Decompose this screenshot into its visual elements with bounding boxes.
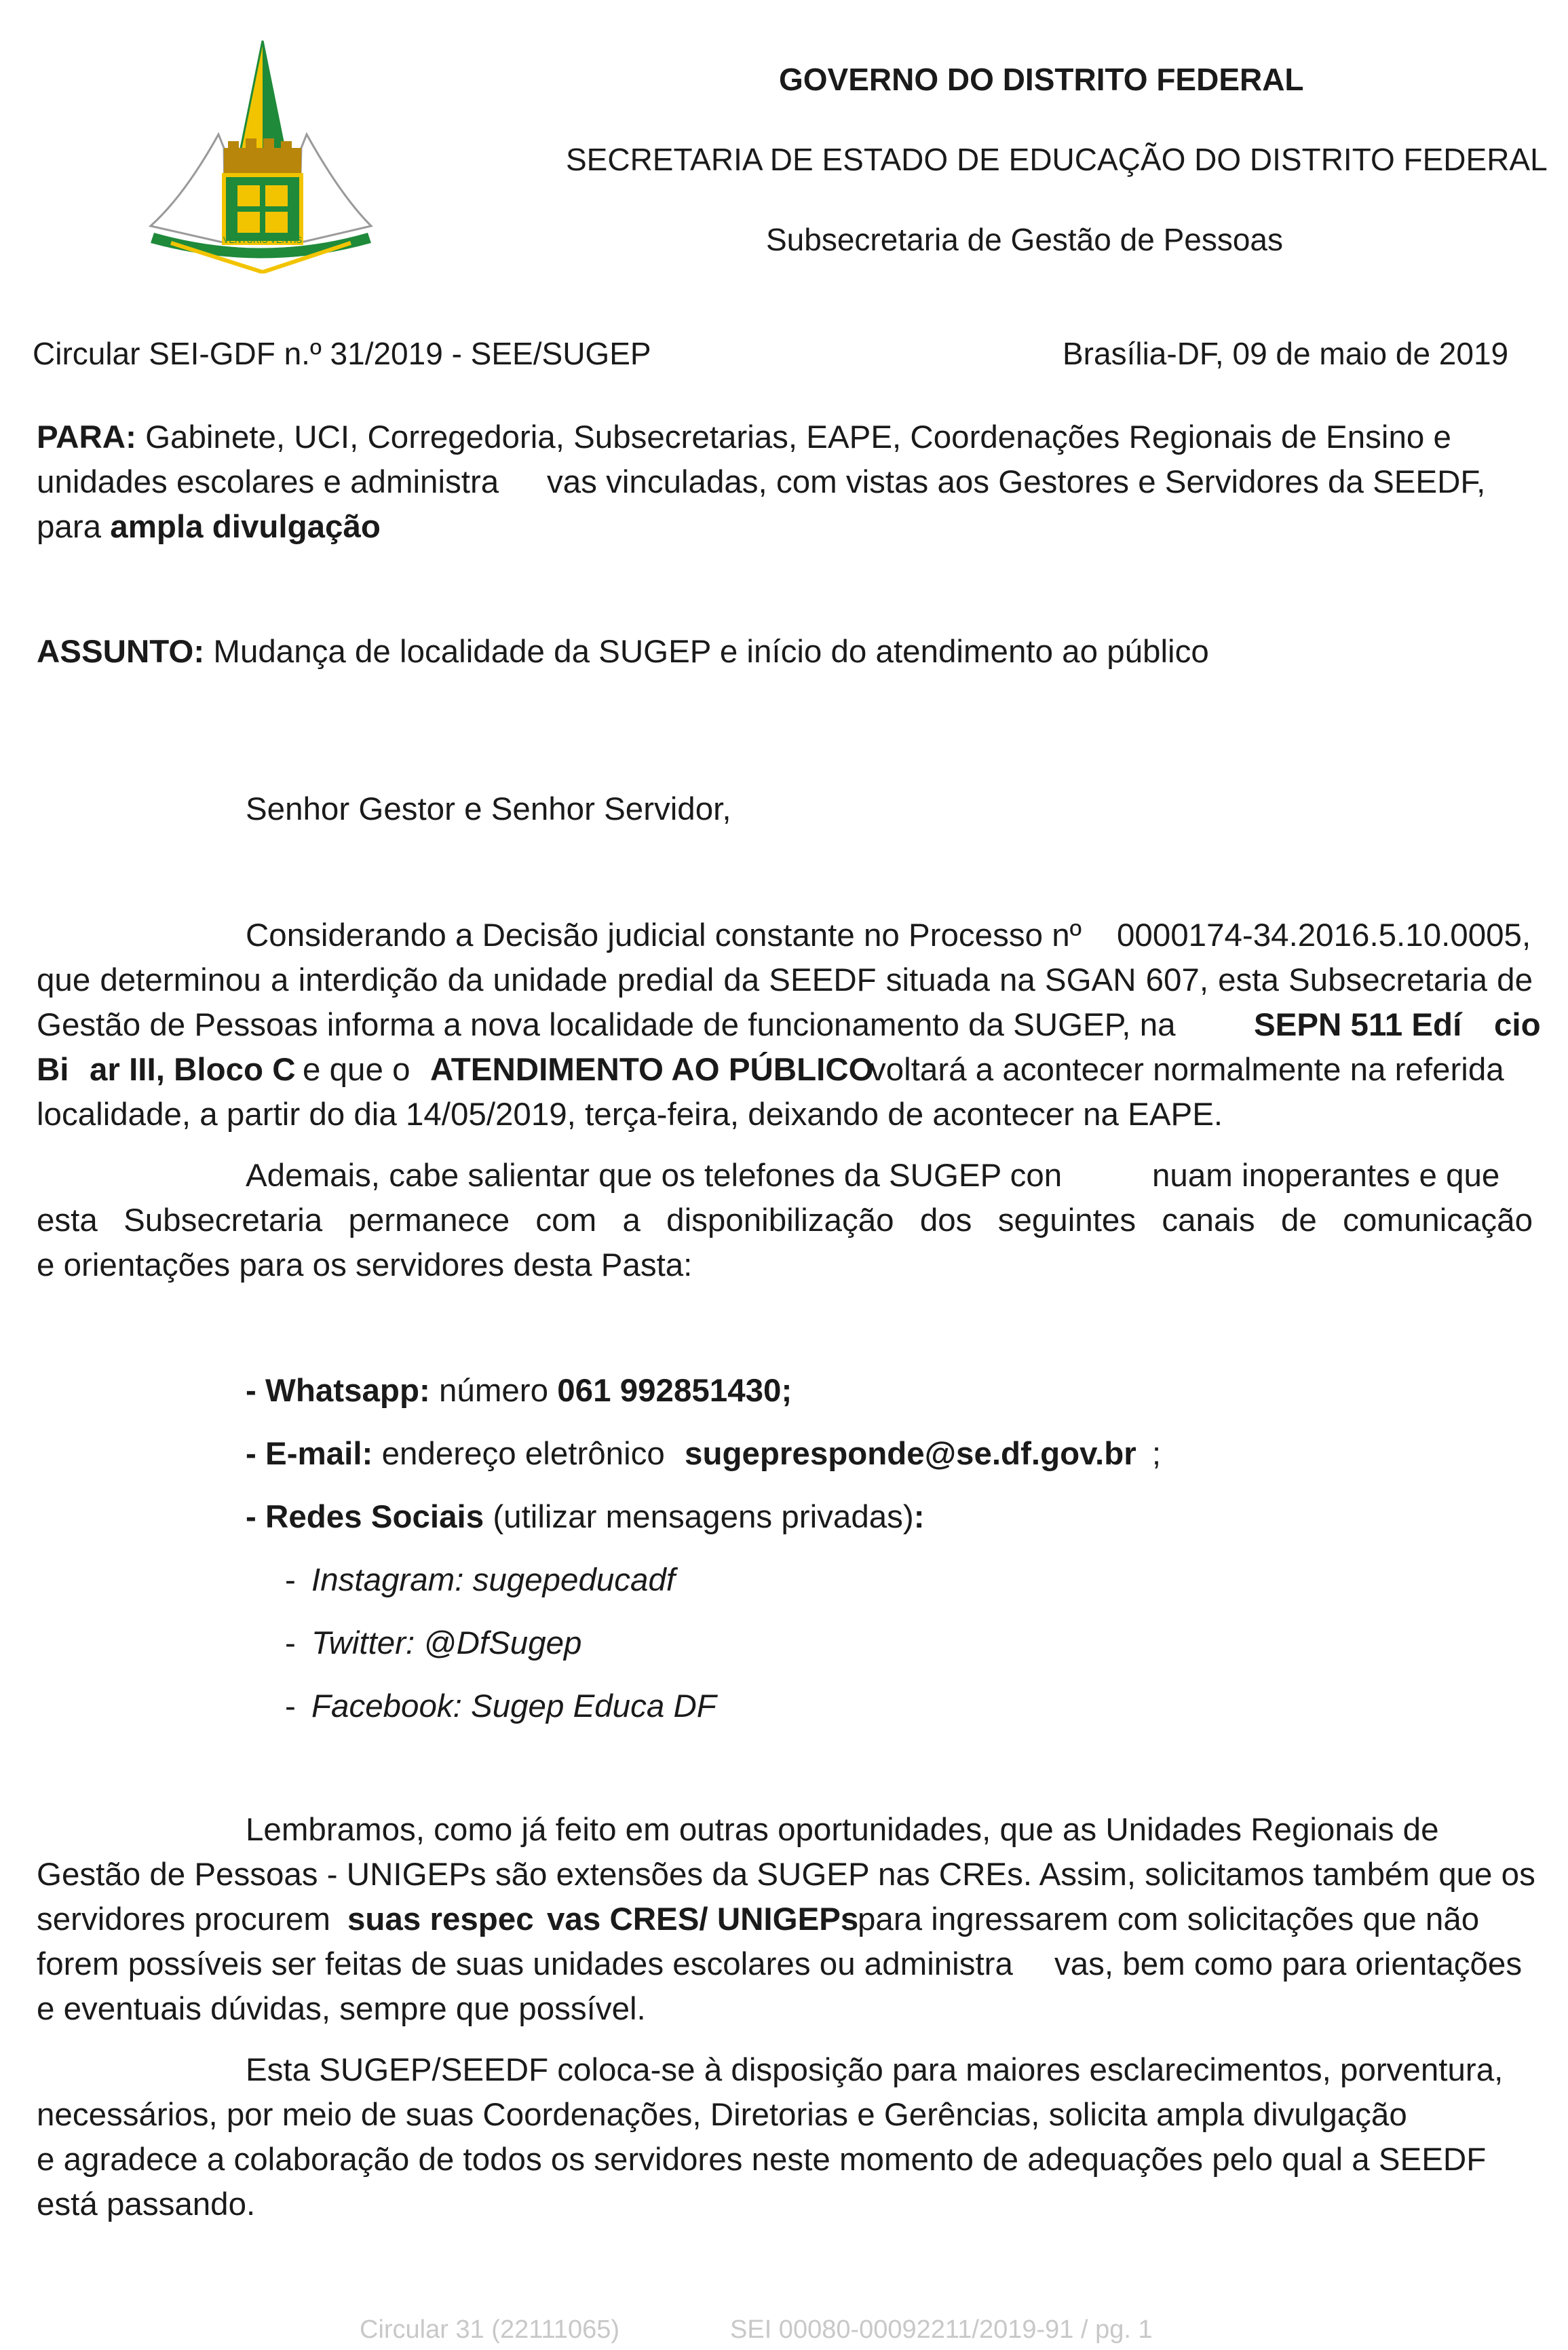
subject-line (37, 630, 1209, 675)
p1-line-1 (246, 913, 1082, 958)
channel-email (246, 1432, 1161, 1477)
recipients-text-2b: vas vinculadas, com vistas aos Gestores e Servidores da SEEDF, (547, 464, 1486, 500)
p4-line-2: necessários, por meio de suas Coordenações, Diretorias e Gerências, solicita ampla divulgação (37, 2097, 1407, 2133)
p1-text-3a: Gestão de Pessoas informa a nova localidade de funcionamento da SUGEP, na (37, 1007, 1176, 1043)
svg-text:VENTURIS VENTIS: VENTURIS VENTIS (223, 235, 303, 245)
p3-line-2: Gestão de Pessoas - UNIGEPs são extensões da SUGEP nas CREs. Assim, solicitamos também que os (37, 1857, 1535, 1893)
salutation: Senhor Gestor e Senhor Servidor, (246, 791, 731, 827)
p3-line-3 (37, 1897, 1536, 1942)
subject-text: Mudança de localidade da SUGEP e início do atendimento ao público (213, 634, 1209, 670)
recipients-text-2a: unidades escolares e administra (37, 464, 499, 500)
document-number: Circular SEI-GDF n.º 31/2019 - SEE/SUGEP (33, 336, 651, 371)
p1-address-3: Bi (37, 1052, 69, 1088)
p1-public-service: ATENDIMENTO AO PÚBLICO (430, 1052, 874, 1088)
bullet-dash: - (285, 1625, 296, 1661)
footer-document-id: Circular 31 (22111065) (360, 2315, 620, 2344)
p1-text-4c: e que o (303, 1052, 410, 1088)
header-government: GOVERNO DO DISTRITO FEDERAL (779, 62, 1304, 97)
p3-text-3b: suas respec (347, 1901, 534, 1937)
bullet-dash: - (285, 1562, 296, 1598)
whatsapp-text: número (438, 1373, 549, 1409)
recipients-line-1 (37, 415, 1451, 460)
p1-line-2: que determinou a interdição da unidade predial da SEEDF situada na SGAN 607, esta Subsecretaria de (37, 962, 1533, 998)
p1-address-2: cio (1494, 1007, 1541, 1043)
social-facebook (285, 1684, 716, 1729)
recipients-line-2 (37, 460, 1486, 505)
p1-text-1a: Considerando a Decisão judicial constante no Processo nº (246, 917, 1082, 953)
channel-whatsapp (246, 1369, 792, 1414)
email-label: - E-mail: (246, 1436, 373, 1472)
recipients-text-1: Gabinete, UCI, Corregedoria, Subsecretarias, EAPE, Coordenações Regionais de Ensino e (145, 419, 1451, 455)
instagram-text: Instagram: sugepeducadf (311, 1562, 676, 1598)
social-label: - Redes Sociais (246, 1499, 484, 1535)
p2-line-2: esta Subsecretaria permanece com a disponibilização dos seguintes canais de comunicação (37, 1202, 1533, 1238)
p2-line-1a: Ademais, cabe salientar que os telefones da SUGEP con (246, 1158, 1063, 1194)
p3-text-4b: vas, bem como para orientações (1054, 1946, 1523, 1982)
twitter-text: Twitter: @DfSugep (311, 1625, 582, 1661)
p1-process-number: 0000174-34.2016.5.10.0005, (1117, 917, 1531, 953)
p3-line-4 (37, 1942, 1536, 1987)
p3-text-3c: vas CRES/ UNIGEPs (547, 1901, 859, 1937)
email-end: ; (1151, 1436, 1162, 1472)
document-place-date: Brasília-DF, 09 de maio de 2019 (1063, 336, 1509, 371)
p3-line-1: Lembramos, como já feito em outras oportunidades, que as Unidades Regionais de (246, 1812, 1439, 1848)
recipients-line-3 (37, 505, 381, 550)
gdf-brasao-logo (144, 39, 378, 273)
recipients-label: PARA: (37, 419, 136, 455)
email-address: sugepresponde@se.df.gov.br (685, 1436, 1136, 1472)
header-subsecretariat: Subsecretaria de Gestão de Pessoas (766, 222, 1284, 257)
p1-text-4e: voltará a acontecer normalmente na referida (870, 1052, 1504, 1088)
footer-process-page: SEI 00080-00092211/2019-91 / pg. 1 (730, 2315, 1153, 2344)
header-secretariat: SECRETARIA DE ESTADO DE EDUCAÇÃO DO DISTRITO FEDERAL (566, 142, 1548, 177)
p1-line-3 (37, 1003, 1176, 1048)
p2-line-1b: nuam inoperantes e que (1152, 1158, 1500, 1194)
p1-line-5: localidade, a partir do dia 14/05/2019, terça-feira, deixando de acontecer na EAPE. (37, 1097, 1223, 1133)
social-twitter (285, 1621, 581, 1666)
facebook-text: Facebook: Sugep Educa DF (311, 1688, 716, 1724)
whatsapp-number: 061 992851430; (557, 1373, 792, 1409)
p3-text-3d: para ingressarem com solicitações que não (858, 1901, 1480, 1937)
p2-line-3: e orientações para os servidores desta Pasta: (37, 1247, 693, 1283)
p3-text-4a: forem possíveis ser feitas de suas unidades escolares ou administra (37, 1946, 1013, 1982)
p3-line-5: e eventuais dúvidas, sempre que possível. (37, 1991, 646, 2027)
recipients-text-3b: ampla divulgação (110, 509, 381, 545)
email-text: endereço eletrônico (381, 1436, 665, 1472)
social-instagram (285, 1558, 675, 1603)
p4-line-3: e agradece a colaboração de todos os servidores neste momento de adequações pelo qual a SEEDF (37, 2142, 1487, 2178)
p1-address-4: ar III, Bloco C (90, 1052, 296, 1088)
p4-line-1: Esta SUGEP/SEEDF coloca-se à disposição para maiores esclarecimentos, porventura, (246, 2052, 1504, 2088)
whatsapp-label: - Whatsapp: (246, 1373, 430, 1409)
channel-social (246, 1495, 925, 1540)
p1-line-4 (37, 1048, 1536, 1093)
subject-label: ASSUNTO: (37, 634, 205, 670)
social-text: (utilizar mensagens privadas) (493, 1499, 914, 1535)
bullet-dash: - (285, 1688, 296, 1724)
p4-line-4: está passando. (37, 2186, 256, 2222)
recipients-text-3a: para (37, 509, 102, 545)
social-colon: : (913, 1499, 925, 1535)
p3-text-3a: servidores procurem (37, 1901, 330, 1937)
p1-address-1: SEPN 511 Edí (1254, 1007, 1462, 1043)
